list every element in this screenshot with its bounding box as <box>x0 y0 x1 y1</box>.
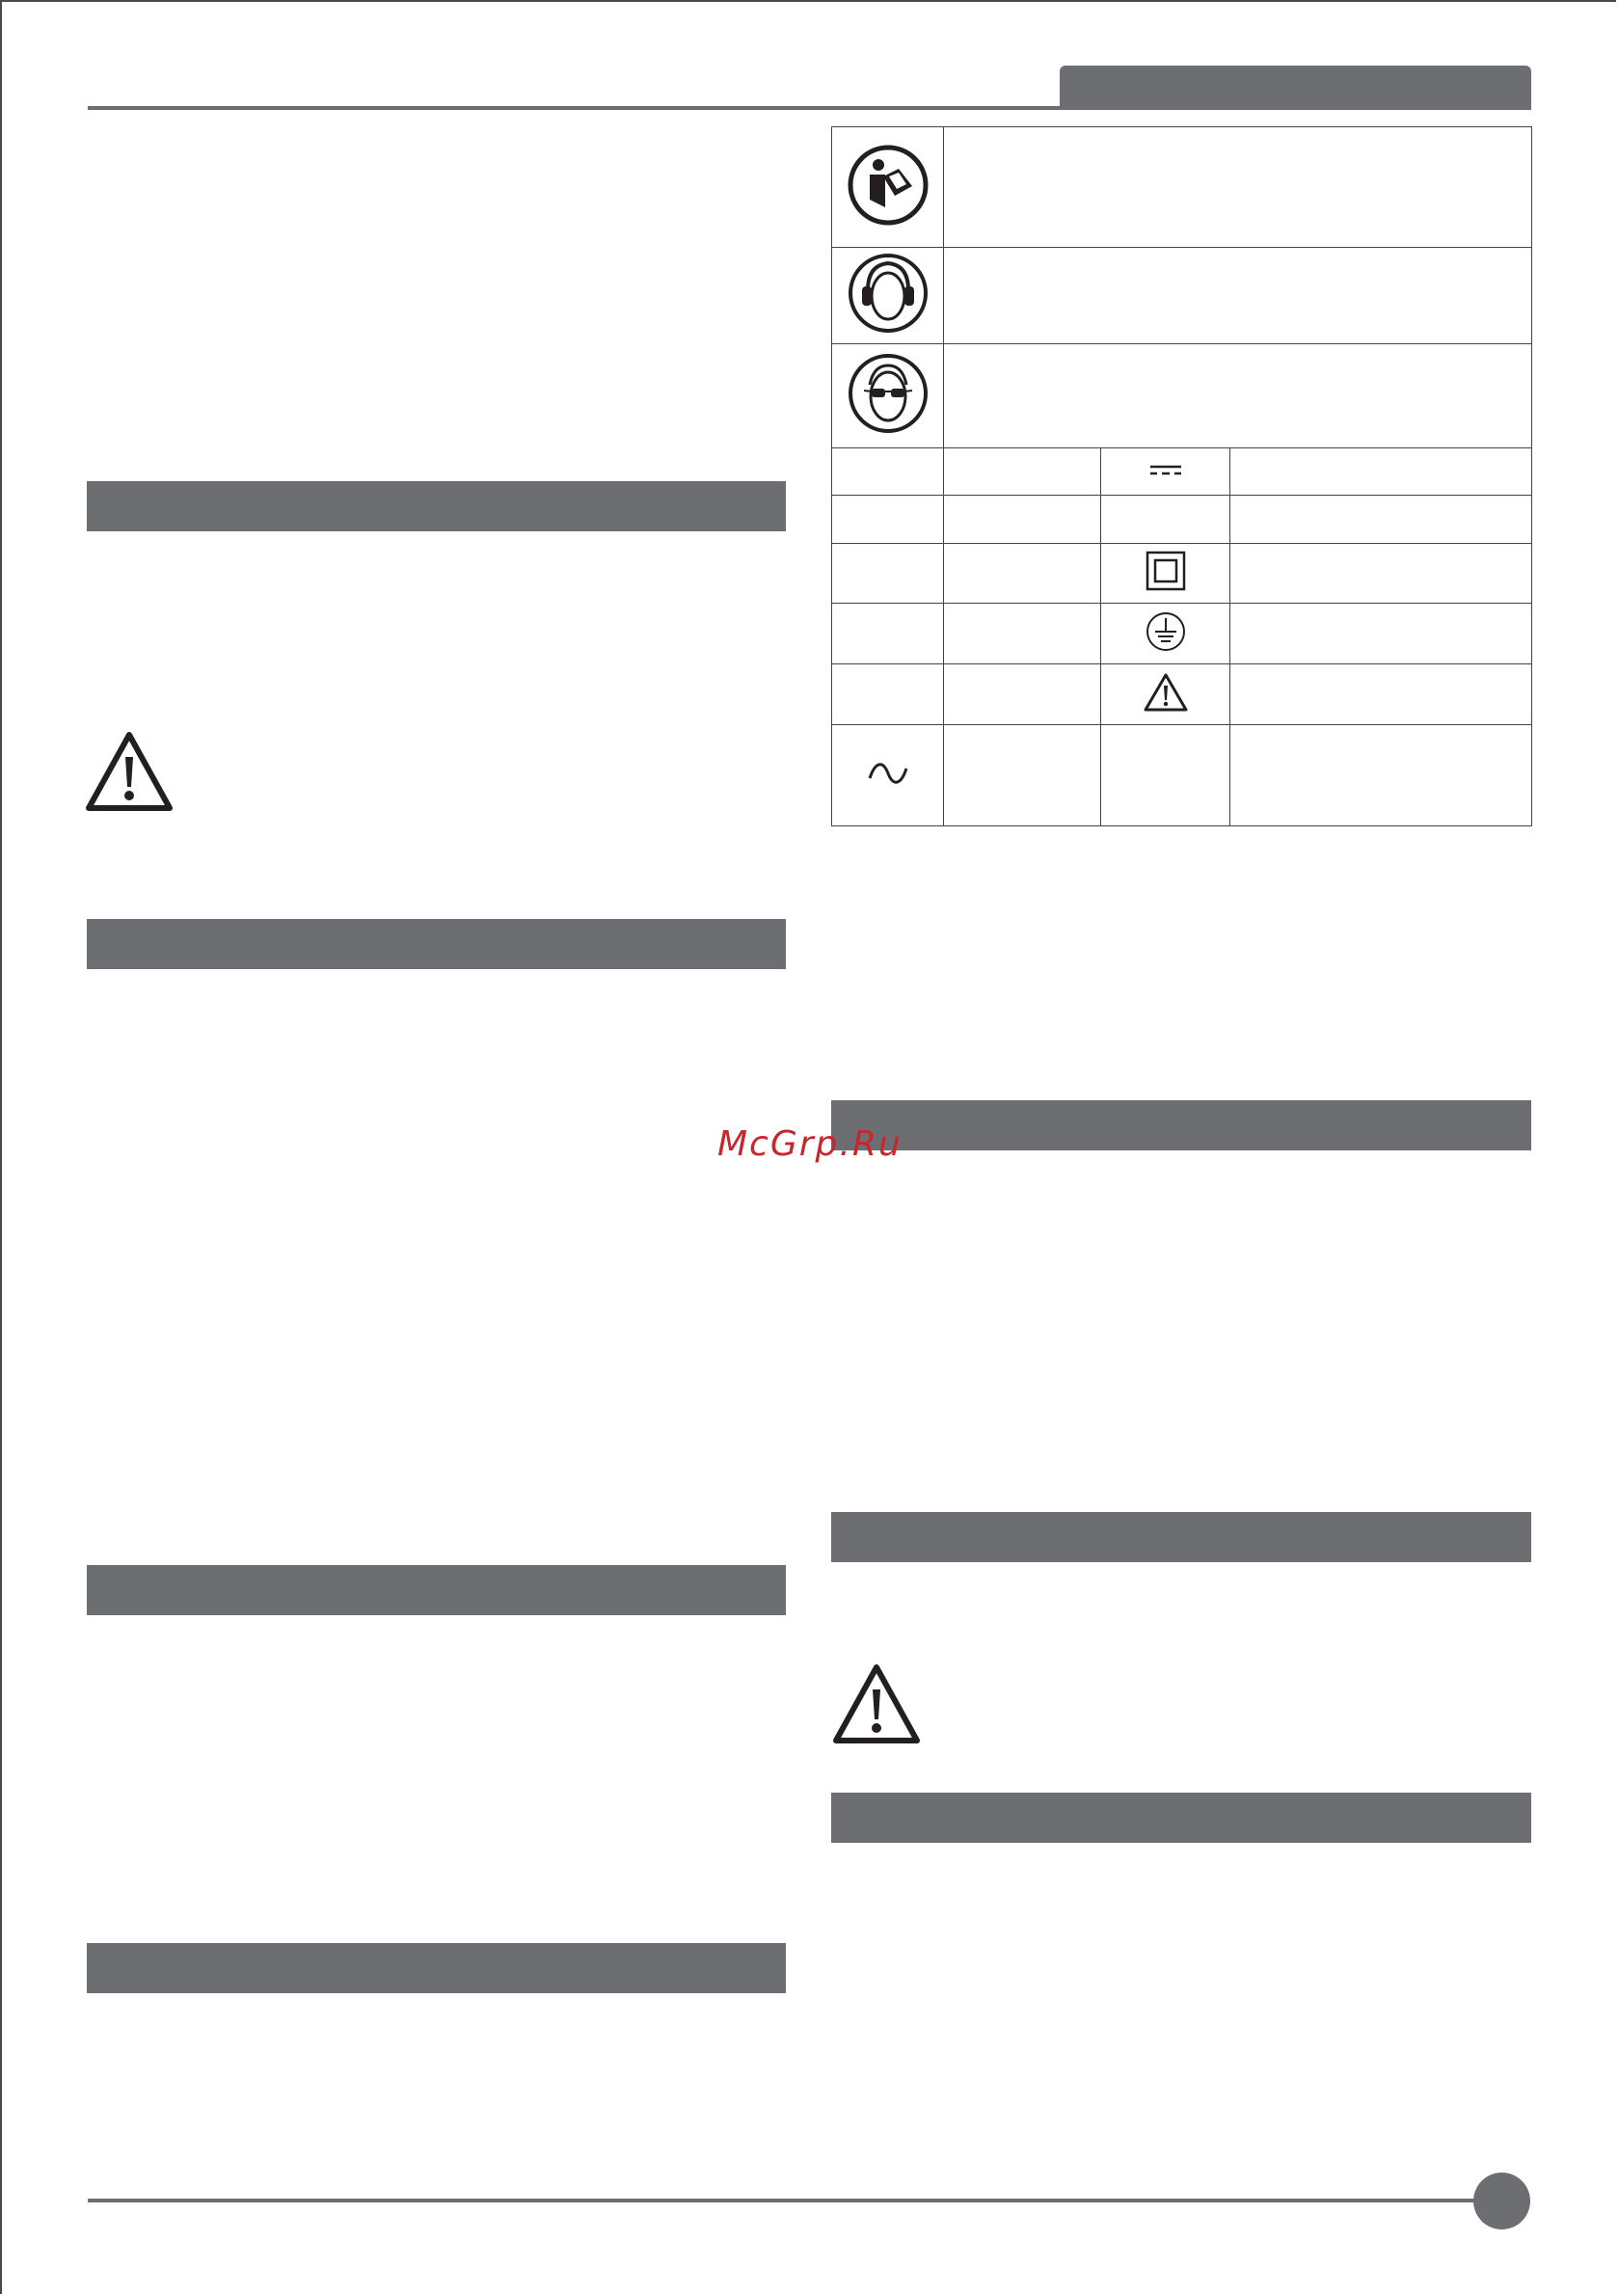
symbol-row <box>832 664 1532 725</box>
symbol-cell <box>944 544 1101 604</box>
watermark: McGrp.Ru <box>717 1124 903 1164</box>
symbol-cell <box>944 604 1101 664</box>
section-bar-3 <box>87 1565 786 1615</box>
symbol-cell <box>1230 725 1532 826</box>
symbol-row <box>832 448 1532 496</box>
symbol-cell <box>832 248 944 344</box>
symbol-cell <box>1101 725 1230 826</box>
symbol-cell <box>1101 496 1230 544</box>
symbol-row <box>832 604 1532 664</box>
class-ii-double-insulation-icon <box>1146 551 1186 591</box>
section-bar-5 <box>831 1100 1531 1150</box>
symbol-cell <box>1101 448 1230 496</box>
symbol-row <box>832 725 1532 826</box>
symbol-row-eye-protection <box>832 344 1532 448</box>
ear-protection-icon <box>847 252 930 335</box>
symbol-cell <box>832 496 944 544</box>
symbol-cell <box>832 544 944 604</box>
symbol-table <box>831 126 1532 826</box>
symbol-cell <box>944 725 1101 826</box>
earth-ground-icon <box>1145 610 1187 653</box>
symbol-cell <box>1230 664 1532 725</box>
section-bar-4 <box>87 1943 786 1993</box>
eye-protection-icon <box>847 352 930 435</box>
section-bar-7 <box>831 1793 1531 1843</box>
page-number-badge <box>1473 2173 1530 2229</box>
header-rule <box>88 106 1060 110</box>
warning-triangle-icon <box>832 1663 921 1744</box>
symbol-cell <box>832 664 944 725</box>
warning-triangle-icon <box>1143 672 1189 713</box>
symbol-cell <box>832 448 944 496</box>
symbol-description <box>944 127 1532 248</box>
symbol-cell <box>944 664 1101 725</box>
symbol-row <box>832 496 1532 544</box>
section-bar-2 <box>87 919 786 969</box>
header-section-tab <box>1060 66 1531 110</box>
section-bar-6 <box>831 1512 1531 1562</box>
symbol-row-ear-protection <box>832 248 1532 344</box>
symbol-cell <box>1101 604 1230 664</box>
symbol-cell <box>944 448 1101 496</box>
symbol-cell <box>1230 544 1532 604</box>
warning-triangle-icon <box>85 731 174 812</box>
symbol-row <box>832 544 1532 604</box>
symbol-cell <box>832 127 944 248</box>
footer-rule <box>88 2199 1476 2202</box>
alternating-current-icon <box>866 759 910 788</box>
symbol-description <box>944 344 1532 448</box>
symbol-cell <box>1101 544 1230 604</box>
symbol-cell <box>1230 604 1532 664</box>
symbol-row-read-manual <box>832 127 1532 248</box>
section-bar-1 <box>87 481 786 531</box>
symbol-cell <box>1230 448 1532 496</box>
symbol-cell <box>944 496 1101 544</box>
symbol-cell <box>1101 664 1230 725</box>
symbol-cell <box>832 725 944 826</box>
symbol-cell <box>832 604 944 664</box>
direct-current-icon <box>1146 460 1185 479</box>
symbol-description <box>944 248 1532 344</box>
symbol-cell <box>832 344 944 448</box>
symbol-cell <box>1230 496 1532 544</box>
read-manual-icon <box>847 144 930 227</box>
